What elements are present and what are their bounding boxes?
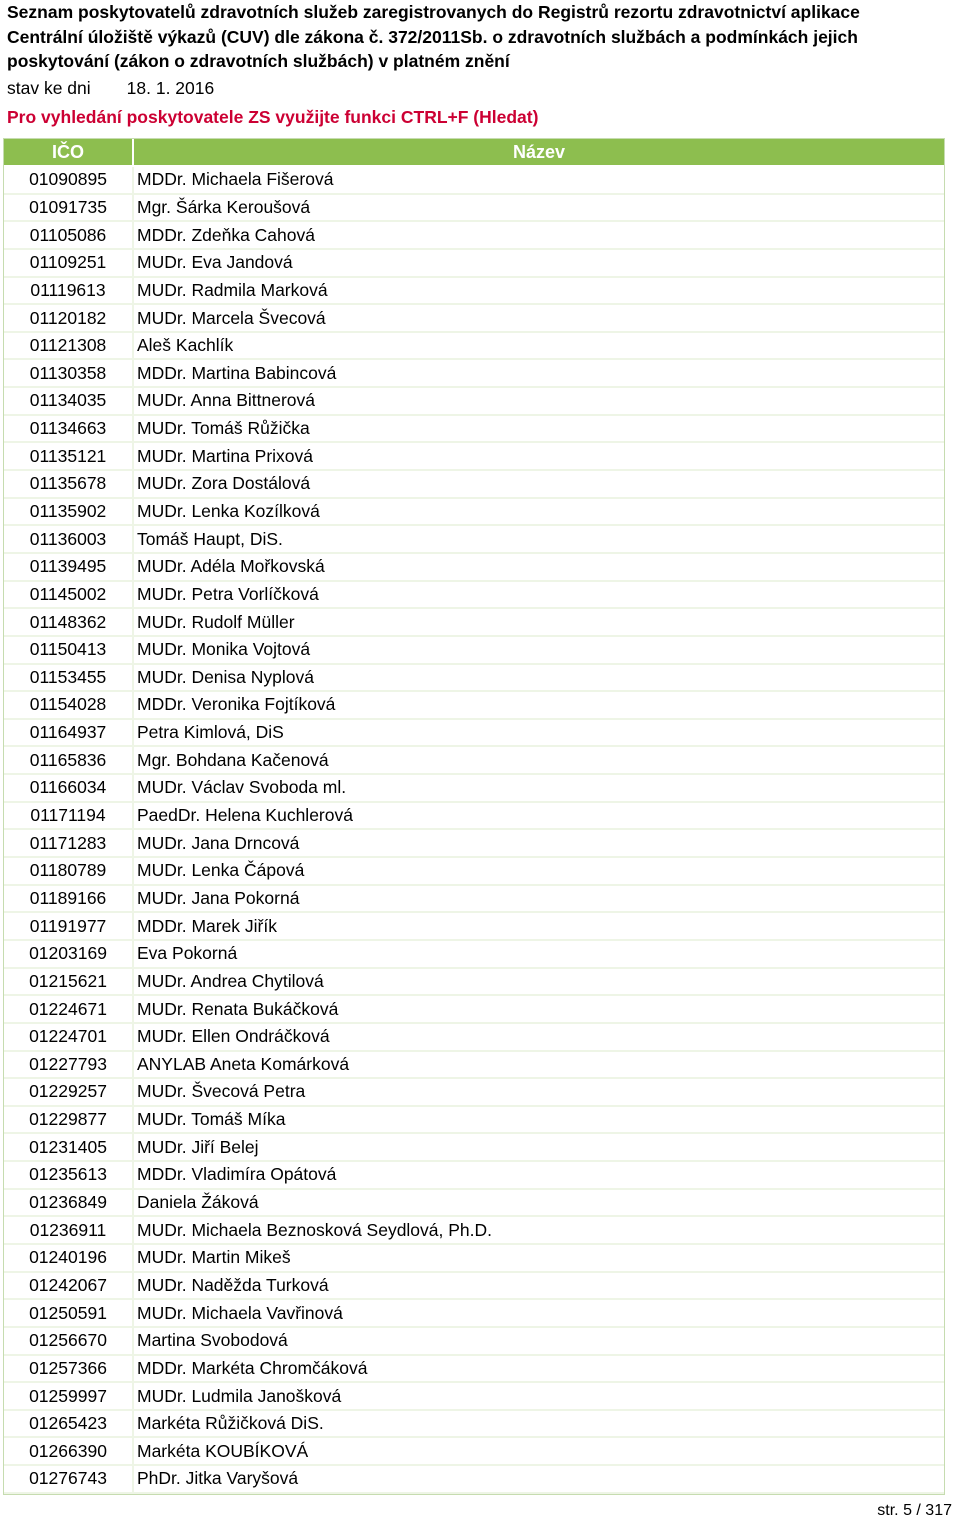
table-row: [4, 1438, 944, 1466]
cell-ico: 01135902: [4, 499, 134, 527]
cell-ico: 01224671: [4, 996, 134, 1024]
cell-nazev: Petra Kimlová, DiS: [134, 720, 944, 748]
table-row: [4, 996, 944, 1024]
cell-ico: 01154028: [4, 692, 134, 720]
table-row: [4, 443, 944, 471]
table-row: [4, 913, 944, 941]
cell-ico: 01236911: [4, 1217, 134, 1245]
table-row: [4, 1411, 944, 1439]
cell-ico: 01130358: [4, 360, 134, 388]
table-row: [4, 747, 944, 775]
table-row: [4, 803, 944, 831]
table-row: [4, 941, 944, 969]
document-title-line-1: Seznam poskytovatelů zdravotních služeb zaregistrovanych do Registrů rezortu zdravotnictví aplikace: [7, 2, 860, 22]
cell-nazev: MUDr. Tomáš Míka: [134, 1107, 944, 1135]
document-title-line-2: Centrální úložiště výkazů (CUV) dle zákona č. 372/2011Sb. o zdravotních službách a podmínkách jejich: [7, 26, 858, 47]
cell-nazev: MUDr. Martina Prixová: [134, 443, 944, 471]
table-row: [4, 499, 944, 527]
table-row: [4, 582, 944, 610]
cell-ico: 01257366: [4, 1356, 134, 1384]
status-date-value: 18. 1. 2016: [126, 77, 215, 98]
table-row: [4, 1024, 944, 1052]
cell-ico: 01166034: [4, 775, 134, 803]
cell-nazev: MUDr. Anna Bittnerová: [134, 388, 944, 416]
cell-nazev: MUDr. Rudolf Müller: [134, 609, 944, 637]
table-row: [4, 1466, 944, 1494]
providers-table: [3, 138, 945, 1495]
document-header: [7, 0, 952, 129]
cell-ico: 01266390: [4, 1438, 134, 1466]
cell-nazev: Markéta Růžičková DiS.: [134, 1411, 944, 1439]
table-row: [4, 637, 944, 665]
table-row: [4, 526, 944, 554]
table-row: [4, 554, 944, 582]
table-header-row: [4, 139, 944, 167]
table-row: [4, 1245, 944, 1273]
table-row: [4, 1328, 944, 1356]
cell-nazev: MUDr. Eva Jandová: [134, 250, 944, 278]
cell-ico: 01091735: [4, 195, 134, 223]
cell-nazev: MDDr. Zdeňka Cahová: [134, 222, 944, 250]
table-row: [4, 1273, 944, 1301]
table-row: [4, 720, 944, 748]
cell-nazev: MUDr. Denisa Nyplová: [134, 665, 944, 693]
table-row: [4, 1079, 944, 1107]
table-row: [4, 167, 944, 195]
table-row: [4, 1107, 944, 1135]
table-row: [4, 858, 944, 886]
cell-ico: 01265423: [4, 1411, 134, 1439]
cell-ico: 01135678: [4, 471, 134, 499]
cell-ico: 01227793: [4, 1052, 134, 1080]
cell-ico: 01236849: [4, 1190, 134, 1218]
cell-nazev: MUDr. Jana Drncová: [134, 830, 944, 858]
cell-ico: 01134663: [4, 416, 134, 444]
table-row: [4, 1217, 944, 1245]
cell-ico: 01090895: [4, 167, 134, 195]
table-row: [4, 222, 944, 250]
cell-ico: 01276743: [4, 1466, 134, 1494]
cell-ico: 01231405: [4, 1134, 134, 1162]
cell-ico: 01121308: [4, 333, 134, 361]
table-row: [4, 360, 944, 388]
cell-ico: 01150413: [4, 637, 134, 665]
cell-nazev: MUDr. Adéla Mořkovská: [134, 554, 944, 582]
cell-ico: 01120182: [4, 305, 134, 333]
cell-nazev: MUDr. Jiří Belej: [134, 1134, 944, 1162]
cell-nazev: MUDr. Andrea Chytilová: [134, 969, 944, 997]
cell-nazev: PaedDr. Helena Kuchlerová: [134, 803, 944, 831]
table-row: [4, 388, 944, 416]
table-row: [4, 1190, 944, 1218]
cell-nazev: MDDr. Veronika Fojtíková: [134, 692, 944, 720]
cell-nazev: MUDr. Jana Pokorná: [134, 886, 944, 914]
cell-ico: 01256670: [4, 1328, 134, 1356]
cell-ico: 01135121: [4, 443, 134, 471]
cell-nazev: MUDr. Martin Mikeš: [134, 1245, 944, 1273]
cell-nazev: MUDr. Ludmila Janošková: [134, 1383, 944, 1411]
cell-ico: 01171194: [4, 803, 134, 831]
table-row: [4, 1052, 944, 1080]
cell-nazev: MUDr. Marcela Švecová: [134, 305, 944, 333]
table-row: [4, 1134, 944, 1162]
table-row: [4, 969, 944, 997]
cell-nazev: MUDr. Renata Bukáčková: [134, 996, 944, 1024]
table-row: [4, 775, 944, 803]
cell-ico: 01259997: [4, 1383, 134, 1411]
cell-ico: 01240196: [4, 1245, 134, 1273]
cell-nazev: Tomáš Haupt, DiS.: [134, 526, 944, 554]
cell-nazev: MUDr. Ellen Ondráčková: [134, 1024, 944, 1052]
cell-nazev: MUDr. Lenka Kozílková: [134, 499, 944, 527]
cell-nazev: MUDr. Naděžda Turková: [134, 1273, 944, 1301]
cell-nazev: MUDr. Monika Vojtová: [134, 637, 944, 665]
cell-ico: 01105086: [4, 222, 134, 250]
cell-nazev: ANYLAB Aneta Komárková: [134, 1052, 944, 1080]
column-header-nazev: Název: [134, 139, 944, 167]
cell-ico: 01109251: [4, 250, 134, 278]
cell-ico: 01171283: [4, 830, 134, 858]
cell-ico: 01191977: [4, 913, 134, 941]
cell-ico: 01136003: [4, 526, 134, 554]
table-row: [4, 830, 944, 858]
cell-ico: 01229877: [4, 1107, 134, 1135]
cell-nazev: MUDr. Lenka Čápová: [134, 858, 944, 886]
cell-ico: 01242067: [4, 1273, 134, 1301]
table-row: [4, 1162, 944, 1190]
cell-ico: 01139495: [4, 554, 134, 582]
document-title-line-3: poskytování (zákon o zdravotních službách) v platném znění: [7, 51, 510, 71]
cell-nazev: MUDr. Radmila Marková: [134, 278, 944, 306]
cell-ico: 01250591: [4, 1300, 134, 1328]
table-row: [4, 665, 944, 693]
table-row: [4, 305, 944, 333]
cell-nazev: Aleš Kachlík: [134, 333, 944, 361]
cell-ico: 01189166: [4, 886, 134, 914]
cell-nazev: MUDr. Zora Dostálová: [134, 471, 944, 499]
table-row: [4, 333, 944, 361]
cell-nazev: Daniela Žáková: [134, 1190, 944, 1218]
table-row: [4, 609, 944, 637]
cell-ico: 01224701: [4, 1024, 134, 1052]
table-row: [4, 1356, 944, 1384]
page-number: str. 5 / 317: [877, 1502, 952, 1519]
table-row: [4, 1383, 944, 1411]
status-date-label: stav ke dni: [7, 77, 91, 98]
table-row: [4, 195, 944, 223]
cell-ico: 01180789: [4, 858, 134, 886]
cell-nazev: MDDr. Markéta Chromčáková: [134, 1356, 944, 1384]
status-date-line: [7, 76, 952, 100]
cell-ico: 01229257: [4, 1079, 134, 1107]
cell-nazev: MDDr. Martina Babincová: [134, 360, 944, 388]
table-body: [4, 167, 944, 1494]
cell-nazev: MDDr. Vladimíra Opátová: [134, 1162, 944, 1190]
table-row: [4, 1300, 944, 1328]
cell-nazev: Martina Svobodová: [134, 1328, 944, 1356]
table-row: [4, 471, 944, 499]
cell-ico: 01153455: [4, 665, 134, 693]
cell-ico: 01235613: [4, 1162, 134, 1190]
cell-nazev: PhDr. Jitka Varyšová: [134, 1466, 944, 1494]
cell-nazev: Markéta KOUBÍKOVÁ: [134, 1438, 944, 1466]
cell-ico: 01203169: [4, 941, 134, 969]
cell-ico: 01119613: [4, 278, 134, 306]
cell-nazev: MDDr. Marek Jiřík: [134, 913, 944, 941]
cell-ico: 01164937: [4, 720, 134, 748]
cell-nazev: MUDr. Michaela Vavřinová: [134, 1300, 944, 1328]
cell-ico: 01215621: [4, 969, 134, 997]
table-row: [4, 692, 944, 720]
table-row: [4, 416, 944, 444]
column-header-ico: IČO: [4, 139, 134, 167]
table-row: [4, 250, 944, 278]
cell-nazev: Eva Pokorná: [134, 941, 944, 969]
cell-nazev: MUDr. Václav Svoboda ml.: [134, 775, 944, 803]
cell-ico: 01148362: [4, 609, 134, 637]
cell-nazev: Mgr. Šárka Keroušová: [134, 195, 944, 223]
cell-nazev: Mgr. Bohdana Kačenová: [134, 747, 944, 775]
cell-ico: 01134035: [4, 388, 134, 416]
cell-nazev: MUDr. Michaela Beznosková Seydlová, Ph.D.: [134, 1217, 944, 1245]
search-hint: Pro vyhledání poskytovatele ZS využijte funkci CTRL+F (Hledat): [7, 106, 539, 127]
table-row: [4, 886, 944, 914]
cell-ico: 01145002: [4, 582, 134, 610]
cell-nazev: MDDr. Michaela Fišerová: [134, 167, 944, 195]
table-row: [4, 278, 944, 306]
cell-nazev: MUDr. Tomáš Růžička: [134, 416, 944, 444]
cell-nazev: MUDr. Švecová Petra: [134, 1079, 944, 1107]
cell-nazev: MUDr. Petra Vorlíčková: [134, 582, 944, 610]
cell-ico: 01165836: [4, 747, 134, 775]
